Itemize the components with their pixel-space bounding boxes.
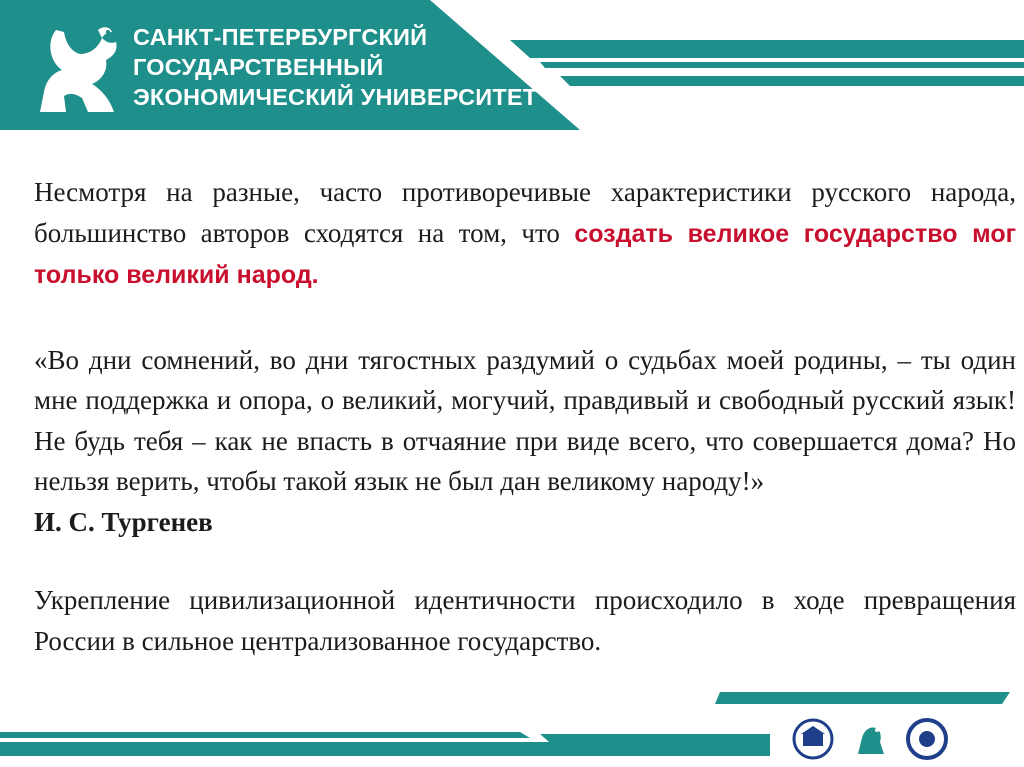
closing-paragraph: Укрепление цивилизационной идентичности происходило в ходе превращения России в сильное централизованное государство.: [34, 585, 1016, 656]
slide-content: [34, 172, 1016, 661]
griffin-emblem-icon: [850, 718, 892, 760]
university-name-line-1: САНКТ-ПЕТЕРБУРГСКИЙ: [133, 24, 428, 50]
quote-author: И. С. Тургенев: [34, 506, 213, 537]
turgenev-quote: «Во дни сомнений, во дни тягостных раздумий о судьбах моей родины, – ты один мне поддержка и опора, о великий, могучий, правдивый и свободный русский язык! Не будь тебя – как не впасть в отчаяние при виде всего, что совершается дома? Но нельзя верить, чтобы такой язык не был дан великому народу!»: [34, 344, 1016, 496]
university-name-line-3: ЭКОНОМИЧЕСКИЙ УНИВЕРСИТЕТ: [133, 84, 538, 110]
intro-paragraph: [34, 172, 1016, 296]
university-name: [133, 22, 537, 112]
university-name-line-2: ГОСУДАРСТВЕННЫЙ: [133, 54, 384, 80]
griffin-icon: [36, 22, 126, 117]
institute-emblem-icon: [792, 718, 834, 760]
intro-text: Несмотря на разные, часто противоречивые характеристики русского народа, большинство авторов сходятся на том, что: [34, 177, 1016, 248]
intro-emphasis: создать великое государство мог только великий народ.: [34, 219, 1016, 289]
fund-emblem-icon: [906, 718, 948, 760]
